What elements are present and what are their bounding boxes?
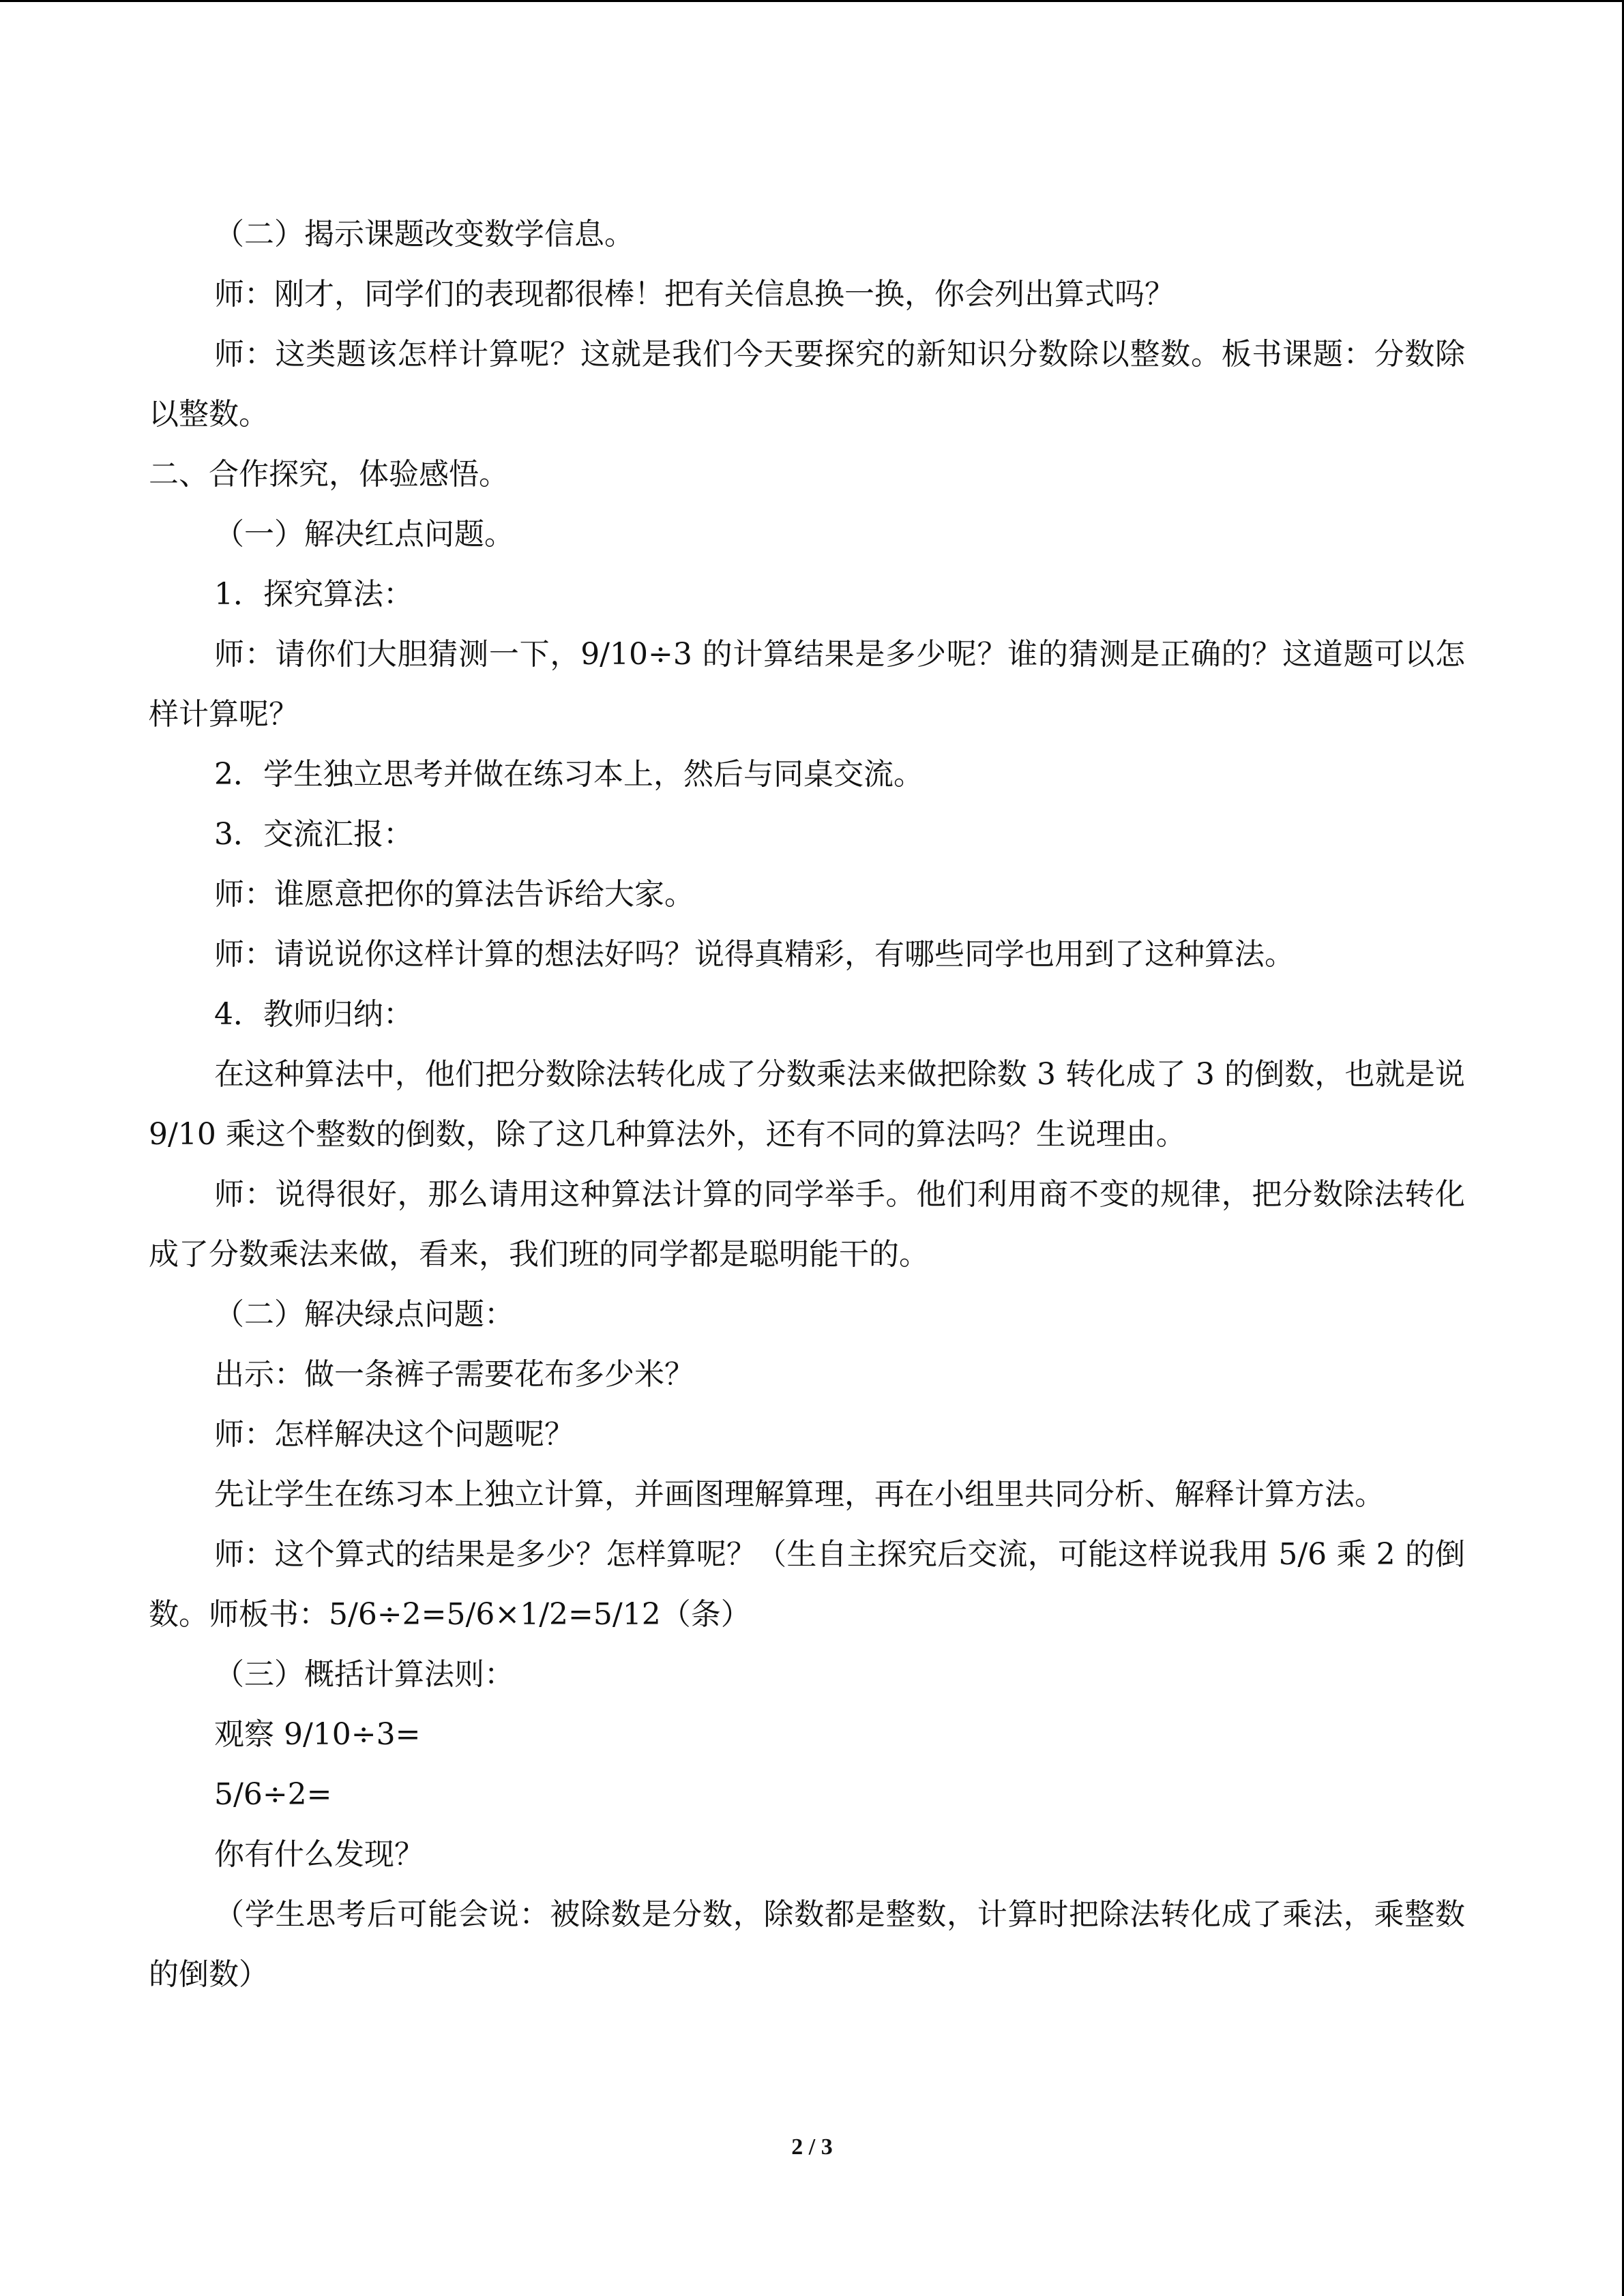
paragraph-1: （二）揭示课题改变数学信息。 <box>214 217 634 252</box>
paragraph-6: 1．探究算法： <box>214 577 413 612</box>
paragraph-23: 你有什么发现？ <box>214 1837 424 1872</box>
page-number: 2 / 3 <box>791 2134 833 2160</box>
paragraph-8: 2．学生独立思考并做在练习本上，然后与同桌交流。 <box>214 757 924 792</box>
paragraph-3: 师：这类题该怎样计算呢？这就是我们今天要探究的新知识分数除以整数。板书课题：分数除以整数。 <box>149 337 1465 432</box>
paragraph-2: 师：刚才，同学们的表现都很棒！把有关信息换一换，你会列出算式吗？ <box>214 277 1175 312</box>
section-heading-2: 二、合作探究，体验感悟。 <box>149 457 509 492</box>
paragraph-24: （学生思考后可能会说：被除数是分数，除数都是整数，计算时把除法转化成了乘法，乘整数的倒数） <box>149 1897 1465 1992</box>
paragraph-14: 师：说得很好，那么请用这种算法计算的同学举手。他们利用商不变的规律，把分数除法转化成了分数乘法来做，看来，我们班的同学都是聪明能干的。 <box>149 1177 1465 1272</box>
paragraph-21: 观察 9/10÷3= <box>214 1717 421 1752</box>
paragraph-18: 先让学生在练习本上独立计算，并画图理解算理，再在小组里共同分析、解释计算方法。 <box>214 1477 1385 1512</box>
paragraph-17: 师：怎样解决这个问题呢？ <box>214 1417 574 1452</box>
paragraph-7: 师：请你们大胆猜测一下，9/10÷3 的计算结果是多少呢？谁的猜测是正确的？这道题可以怎样计算呢？ <box>149 637 1465 732</box>
paragraph-10: 师：谁愿意把你的算法告诉给大家。 <box>214 877 694 912</box>
top-border <box>0 0 1624 2</box>
paragraph-5: （一）解决红点问题。 <box>214 517 514 552</box>
paragraph-12: 4．教师归纳： <box>214 997 413 1032</box>
paragraph-22: 5/6÷2= <box>214 1777 332 1812</box>
paragraph-19: 师：这个算式的结果是多少？怎样算呢？（生自主探究后交流，可能这样说我用 5/6 乘 2 的倒数。师板书：5/6÷2=5/6×1/2=5/12（条） <box>149 1537 1465 1632</box>
paragraph-11: 师：请说说你这样计算的想法好吗？说得真精彩，有哪些同学也用到了这种算法。 <box>214 937 1295 972</box>
paragraph-13: 在这种算法中，他们把分数除法转化成了分数乘法来做把除数 3 转化成了 3 的倒数，也就是说 9/10 乘这个整数的倒数，除了这几种算法外，还有不同的算法吗？生说理由。 <box>149 1057 1475 1152</box>
paragraph-15: （二）解决绿点问题： <box>214 1297 514 1332</box>
paragraph-9: 3．交流汇报： <box>214 817 413 852</box>
paragraph-16: 出示：做一条裤子需要花布多少米？ <box>214 1357 694 1392</box>
paragraph-20: （三）概括计算法则： <box>214 1657 514 1692</box>
body-text <box>149 205 1475 2005</box>
